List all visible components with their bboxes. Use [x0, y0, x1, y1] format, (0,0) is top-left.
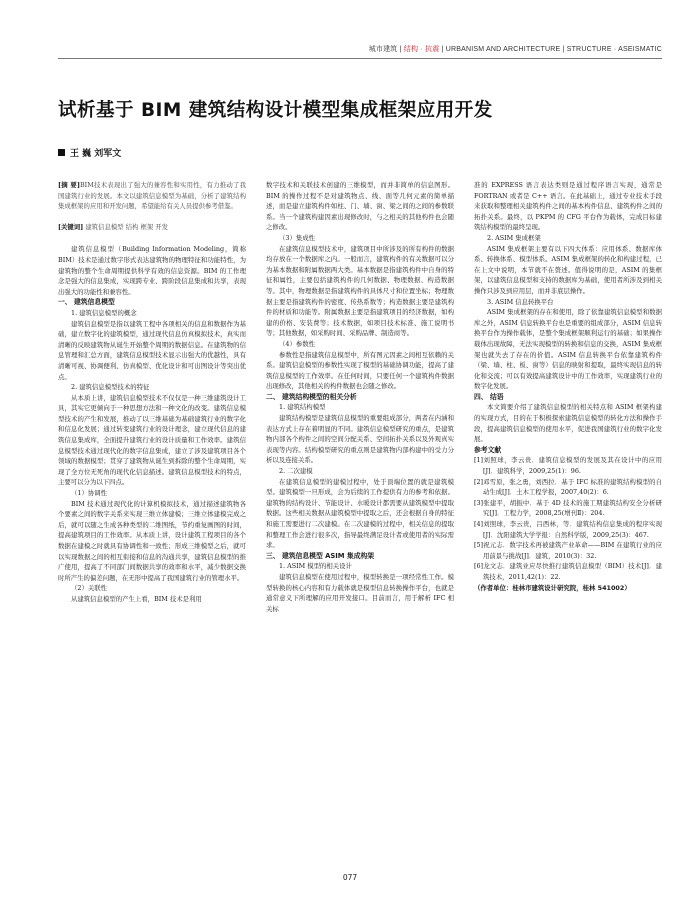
journal-header — [369, 44, 662, 54]
paragraph: 建筑结构模型是建筑信息模型的重要组成部分，两者在内涵和表达方式上存在着明显的不同。建筑信息模型研究的重点，是建筑物内部各个构件之间的空间分配关系、空间拓扑关系以及外观真实表现等内容。结构模型研究的重点则是建筑物内部构建中的受力分析以及连接关系。 — [266, 414, 454, 465]
reference-item: [6]龙文志．建筑业应尽快推行建筑信息模型（BIM）技术[J]．建筑技术，2011,42(1)：22. — [474, 562, 662, 581]
subsection-heading: 2. 二次建模 — [279, 467, 313, 476]
author-line — [58, 146, 121, 159]
section-heading: 三、 建筑信息模型 ASIM 集成构架 — [266, 551, 375, 560]
subsection-heading: （1）协调性 — [71, 489, 108, 498]
abstract-text: BIM技术表现出了强大的兼容性和实用性，有力推动了我国建筑行业的发展。本文以建筑信息模型为基础，分析了建筑结构集成框架的应用和开发问题，希望能给有关人员提供参考借鉴。 — [58, 181, 247, 211]
column-3 — [474, 180, 662, 593]
section-label: 结构 · 抗震 — [403, 46, 440, 53]
subsection-heading: 2. ASIM 集成框架 — [487, 233, 541, 242]
subsection-heading: 1. 建筑信息模型的概念 — [71, 308, 137, 317]
paragraph: 本文简要介绍了建筑信息模型的相关特点和 ASIM 框架构建的实现方式，目的在于积极探索建筑信息模型的转化方法和操作手段，提高建筑信息模型的使用水平，促进我国建筑行业的数字化发展。 — [474, 403, 662, 444]
keywords — [58, 222, 246, 233]
subsection-heading: （3）集成性 — [279, 233, 316, 242]
paragraph: 建筑信息模型是指以建筑工程中各项相关的信息和数据作为基础，建立数字化的建筑模型，通过现代信息仿真模拟技术，真实而清晰的反映建筑物从诞生开始整个周期的数据信息。在建筑物的信息管理和汇总方面，建筑信息模型技术显示出强大的优越性，具有清晰可视、协调便利、仿真模型、优化设计和可出图设计等突出优点。 — [58, 319, 246, 381]
section-heading: 一、 建筑信息模型 — [58, 298, 115, 307]
paragraph: 在建筑信息模型技术中，建筑项目中所涉及的所有构件的数据均存放在一个数据库之内。一般而言，建筑构件的有关数据可以分为基本数据和附属数据两大类。基本数据是指建筑构件中自身的特征和属性，主要包括建筑构件的几何数据、物理数据、构造数据等。其中，物理数据是指建筑构件的具体尺寸和位置坐标；物理数据主要是指建筑构件的密度、传热系数等；构造数据主要是建筑构件的材质和功能等。附属数据主要是指建筑项目的经济数据，如构建的价格、安装费等；技术数据，如项目技术标准、施工说明书等；其他数据，如采购时间、采购品牌、制造商等。 — [266, 244, 454, 338]
journal-name: 城市建筑 | — [368, 46, 404, 53]
subsection-heading: 1. ASIM 模型的相关设计 — [279, 562, 352, 571]
reference-item: [2]邓雪原，张之勇，刘西拉．基于 IFC 标准的建筑结构模型的自动生成[J]．土木工程学报，2007,40(2)：6. — [474, 477, 662, 497]
header-rule — [58, 58, 662, 59]
subsection-heading: 2. 建筑信息模型技术的特征 — [71, 383, 150, 392]
paragraph: 从建筑信息模型的产生上看，BIM 技术是利用 — [71, 594, 202, 603]
paragraph: 建筑信息模型在使用过程中，模型转换是一项经常性工作。模型转换的核心内容和有力载体就是模型信息转换操作平台，也就是通常意义下所理解的应用开发接口。目前而言，用于解析 IFC 相关标 — [266, 572, 454, 613]
subsection-heading: 1. 建筑结构模型 — [279, 403, 326, 412]
reference-item: [1]刘照球，李云贵．建筑信息模型的发展及其在设计中的应用[J]．建筑科学，2009,25(1)：96. — [474, 456, 662, 476]
section-heading: 二、 建筑结构模型的相关分析 — [266, 392, 357, 401]
article-title: 试析基于 BIM 建筑结构设计模型集成框架应用开发 — [58, 100, 493, 121]
column-1-body — [58, 244, 246, 604]
reference-item: [5]祝元志．数字技术再被建筑产业革命——BIM 在建筑行业的应用前景与挑战[J]．建筑，2010(3)：32. — [474, 541, 662, 560]
page-number: 077 — [342, 873, 358, 882]
paragraph: BIM 技术通过现代化的计算机模拟技术，通过描述建筑物各个要素之间的数字关系来实现三维立体建模；三维立体建模完成之后，就可以随之生成各种类型的二维图纸，节约重复画图的时间，提高建筑项目的工作效率。从本质上讲，设计建筑工程项目的各个数据在建模之时就具有协调性和一致性；形成三维模型之后，就可以实现数据之间的相互衔接和信息的沟通共享，建筑信息模型的推广使用，提高了不同部门间数据共享的效率和水平，减少数据交换时所产生的偏差问题，在无形中提高了我国建筑行业的管理水平。 — [58, 499, 246, 582]
section-heading: 参考文献 — [474, 445, 502, 454]
keywords-text: 建筑信息模型 结构 框架 开发 — [85, 222, 169, 231]
paragraph: 建筑信息模型（Building Information Modeling，简称BIM）技术是通过数字形式表达建筑物的物理特征和功能特性，为建筑物的整个生命周期提供科学有效的信息资源。BIM 的工作理念是强大的信息集成，实现跨专业、跨阶段信息集成和共享，表现出强大的功能性和兼容性。 — [58, 245, 246, 296]
journal-section-english: | URBANISM AND ARCHITECTURE | STRUCTURE · ASEISMATIC — [439, 46, 662, 53]
subsection-heading: （2）关联性 — [71, 584, 108, 593]
paragraph-continued: 准的 EXPRESS 语言表达类则是通过程序语言实现，通常是 FORTRAN 或者是 C++ 语言。在此基础上，通过专业技术手段来获取和整理相关建筑构件之间的基本构件信息、建筑构件之间的拓扑关系。最终，以 PKPM 的 CFG 平台作为载体，完成目标建筑结构模型的最终呈现。 — [474, 181, 662, 232]
author-affiliation: （作者单位：桂林市建筑设计研究院，桂林 541002） — [474, 583, 631, 592]
keywords-label: [关键词] — [58, 222, 84, 231]
subsection-heading: 3. ASIM 信息转换平台 — [487, 297, 554, 306]
paragraph: 在建筑信息模型的建模过程中，处于顶端位置的就是建筑模型。建筑模型一旦形成，会为后续的工作提供有力的参考和依据。建筑物的结构设计、节能设计、水暖设计都需要从建筑模型中提取数据。这些相关数据从建筑模型中提取之后，还会根据自身的特征和施工需要进行二次建模。在二次建模的过程中，相关信息的提取和整理工作会进行很多次，指导最终满足设计者或使用者的实际需求。 — [266, 477, 454, 550]
paragraph: 参数性是指建筑信息模型中，所有图元因素之间相互依赖的关系。建筑信息模型的参数性实现了模型的基础协调功能，提高了建筑信息模型的工作效率。在任何时间，只要任何一个建筑构件数据出现修改，其他相关的构件数据也会随之修改。 — [266, 350, 454, 391]
author-bullet-icon — [58, 149, 65, 156]
paragraph: ASIM 集成框架主要有以下四大体系：应用体系、数据库体系、转换体系、模型体系。ASIM 集成框架的转化和构建过程，已在上文中说明，本节就不在赘述。值得说明的是，ASIM 的集框架，以建筑信息模型和支持的数据库为基础，使用者所涉及到相关操作只涉及到应用层，而并非底层操作。 — [474, 244, 662, 295]
paragraph-continued: 数字技术和关联技术创建的三维模型，而并非简单的信息图形。BIM 的操作过程不是对建筑物点、线、面等几何元素的简单描述，而是建立建筑构件如柱、门、墙、窗、梁之间的之间的参数联系。当一个建筑构建因素出现修改时，与之相关的其他构件也会随之修改。 — [266, 181, 454, 232]
abstract — [58, 180, 246, 212]
paragraph: ASIM 集成框架的存在和使用，除了依靠建筑信息模型和数据库之外，ASIM 信息转换平台也是重要的组成部分，ASIM 信息转换平台作为操作载体，是整个集成框架顺利运行的基础；如果操作载体出现故障，无法实现模型的转换和信息的交换，ASIM 集成框架也就失去了存在的价值。ASIM 信息转换平台依靠建筑构件（梁、墙、柱、板、窗等）信息的映射和提取，最终实现信息的转化和交流；可以有效提高建筑设计中的工作效率，实现建筑行业的数字化发展。 — [474, 308, 662, 391]
paragraph: 从本质上讲，建筑信息模型技术不仅仅是一种三维建筑设计工具，其实它更倾向于一种思想方法和一种文化的改变。建筑信息模型技术的产生和发展，推动了以三维基础为基础建筑行业的数字化和信息化发展；通过转变建筑行业的设计理念，建立现代信息的建筑信息集成库，全面提升建筑行业的设计质量和工作效率。建筑信息模型技术通过现代化的数字信息集成，建立了涉及建筑项目各个领域的数据模型；贯穿了建筑物从诞生到拆除的整个生命周期，实现了全方位无死角的现代化信息描述。建筑信息模型技术的特点，主要可以分为以下四点。 — [58, 393, 246, 487]
authors-text: 王 巍 刘军文 — [70, 149, 122, 159]
subsection-heading: （4）参数性 — [279, 339, 316, 348]
column-1 — [58, 180, 246, 605]
section-heading: 四、 结语 — [474, 392, 504, 401]
reference-item: [4]刘照球，李云贵，吕西林，等．建筑结构信息集成的程序实现[J]．沈阳建筑大学学报：自然科学版，2009,25(3)：467. — [474, 520, 662, 539]
reference-item: [3]张建平，胡振中．基于 4D 技术的施工期建筑结构安全分析研究[J]．工程力学，2008,25(增刊Ⅱ)：204. — [474, 498, 662, 518]
abstract-label: [摘 要] — [58, 181, 80, 189]
column-2 — [266, 180, 454, 614]
